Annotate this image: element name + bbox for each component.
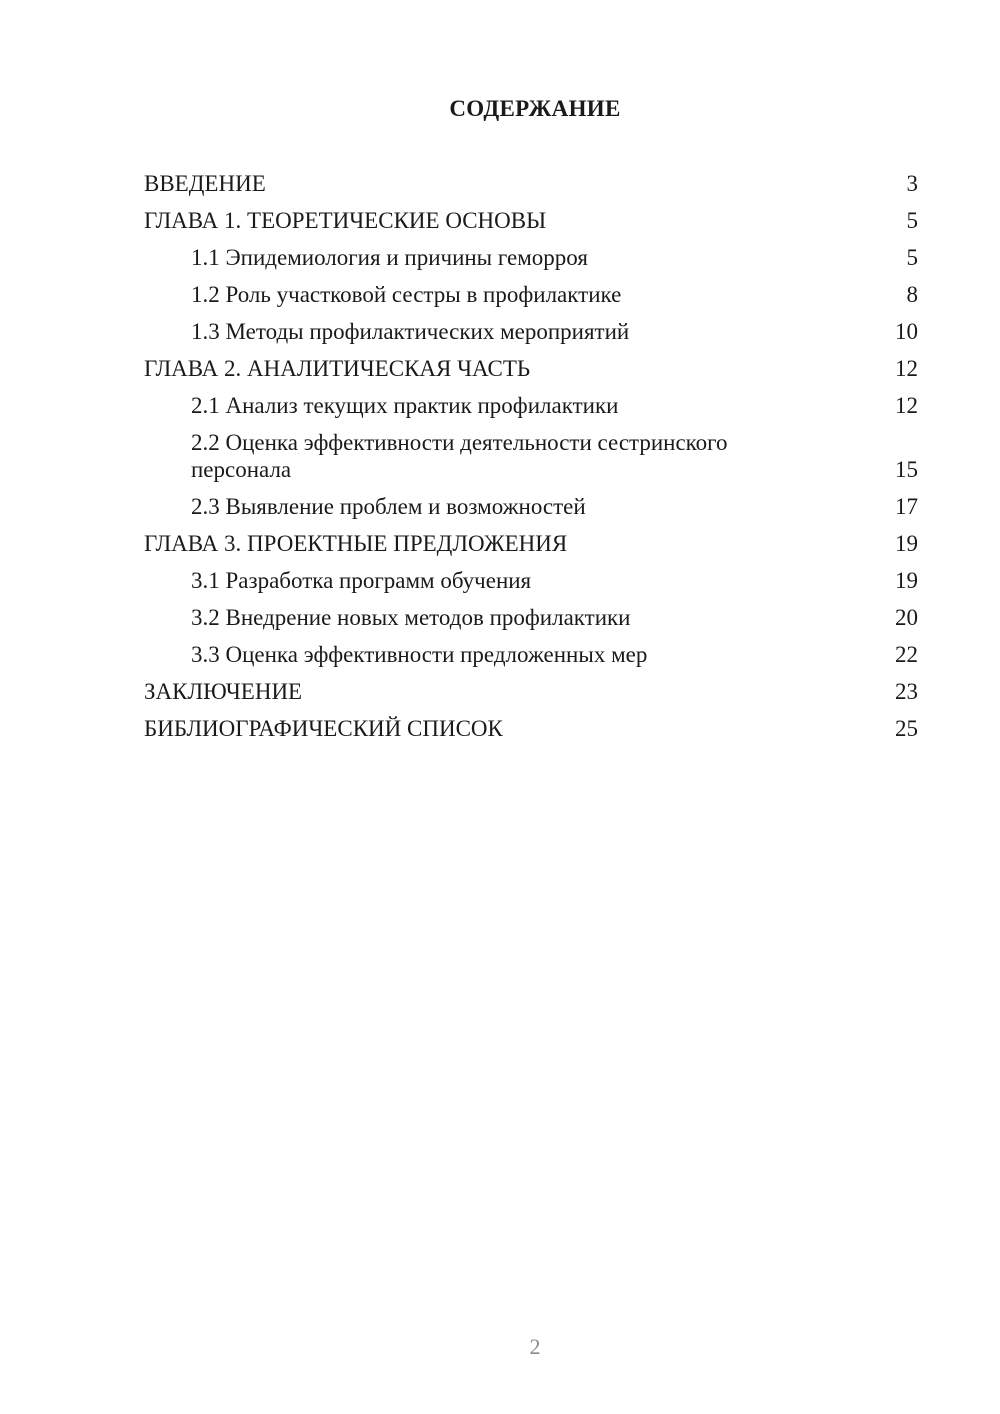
toc-entry bbox=[144, 567, 918, 594]
toc-entry-label: 3.1 Разработка программ обучения bbox=[191, 568, 532, 593]
toc-entry-page: 25 bbox=[895, 716, 918, 741]
toc-entry-page: 19 bbox=[895, 531, 918, 556]
toc-entry-page: 12 bbox=[895, 356, 918, 381]
toc-entry-label: 1.3 Методы профилактических мероприятий bbox=[191, 319, 630, 344]
toc-entry-page: 15 bbox=[895, 457, 918, 482]
toc-entry-label: 1.1 Эпидемиология и причины геморроя bbox=[191, 245, 588, 270]
toc-entry-page: 20 bbox=[895, 605, 918, 630]
page-number: 2 bbox=[529, 1334, 541, 1359]
toc-entry bbox=[144, 318, 918, 345]
table-of-contents bbox=[144, 170, 918, 752]
toc-entry bbox=[144, 244, 918, 271]
toc-entry-label: 2.2 Оценка эффективности деятельности сестринского персонала bbox=[191, 430, 728, 482]
toc-entry-page: 10 bbox=[895, 319, 918, 344]
toc-entry-label: ГЛАВА 1. ТЕОРЕТИЧЕСКИЕ ОСНОВЫ bbox=[144, 208, 547, 233]
toc-entry-label: 3.2 Внедрение новых методов профилактики bbox=[191, 605, 631, 630]
toc-entry bbox=[144, 715, 918, 742]
toc-entry-page: 23 bbox=[895, 679, 918, 704]
toc-entry bbox=[144, 392, 918, 419]
toc-entry bbox=[144, 493, 918, 520]
toc-entry-label: ГЛАВА 2. АНАЛИТИЧЕСКАЯ ЧАСТЬ bbox=[144, 356, 531, 381]
toc-entry-page: 5 bbox=[906, 245, 918, 270]
toc-entry bbox=[144, 604, 918, 631]
toc-entry-page: 19 bbox=[895, 568, 918, 593]
toc-entry-page: 8 bbox=[906, 282, 918, 307]
toc-entry bbox=[144, 207, 918, 234]
toc-entry bbox=[144, 641, 918, 668]
toc-entry-label: ЗАКЛЮЧЕНИЕ bbox=[144, 679, 303, 704]
toc-entry bbox=[144, 429, 918, 483]
toc-entry bbox=[144, 678, 918, 705]
toc-entry-label: ВВЕДЕНИЕ bbox=[144, 171, 266, 196]
toc-entry bbox=[144, 281, 918, 308]
toc-entry-page: 22 bbox=[895, 642, 918, 667]
toc-entry-label: ГЛАВА 3. ПРОЕКТНЫЕ ПРЕДЛОЖЕНИЯ bbox=[144, 531, 568, 556]
toc-entry-label: 2.1 Анализ текущих практик профилактики bbox=[191, 393, 619, 418]
toc-entry-page: 5 bbox=[906, 208, 918, 233]
toc-entry-label: 3.3 Оценка эффективности предложенных мер bbox=[191, 642, 648, 667]
toc-entry bbox=[144, 170, 918, 197]
toc-title: СОДЕРЖАНИЕ bbox=[449, 96, 621, 121]
toc-entry-page: 3 bbox=[906, 171, 918, 196]
toc-entry bbox=[144, 355, 918, 382]
toc-entry-label: БИБЛИОГРАФИЧЕСКИЙ СПИСОК bbox=[144, 716, 503, 741]
toc-entry bbox=[144, 530, 918, 557]
toc-entry-label: 2.3 Выявление проблем и возможностей bbox=[191, 494, 586, 519]
toc-entry-page: 17 bbox=[895, 494, 918, 519]
toc-entry-page: 12 bbox=[895, 393, 918, 418]
toc-entry-label: 1.2 Роль участковой сестры в профилактике bbox=[191, 282, 622, 307]
